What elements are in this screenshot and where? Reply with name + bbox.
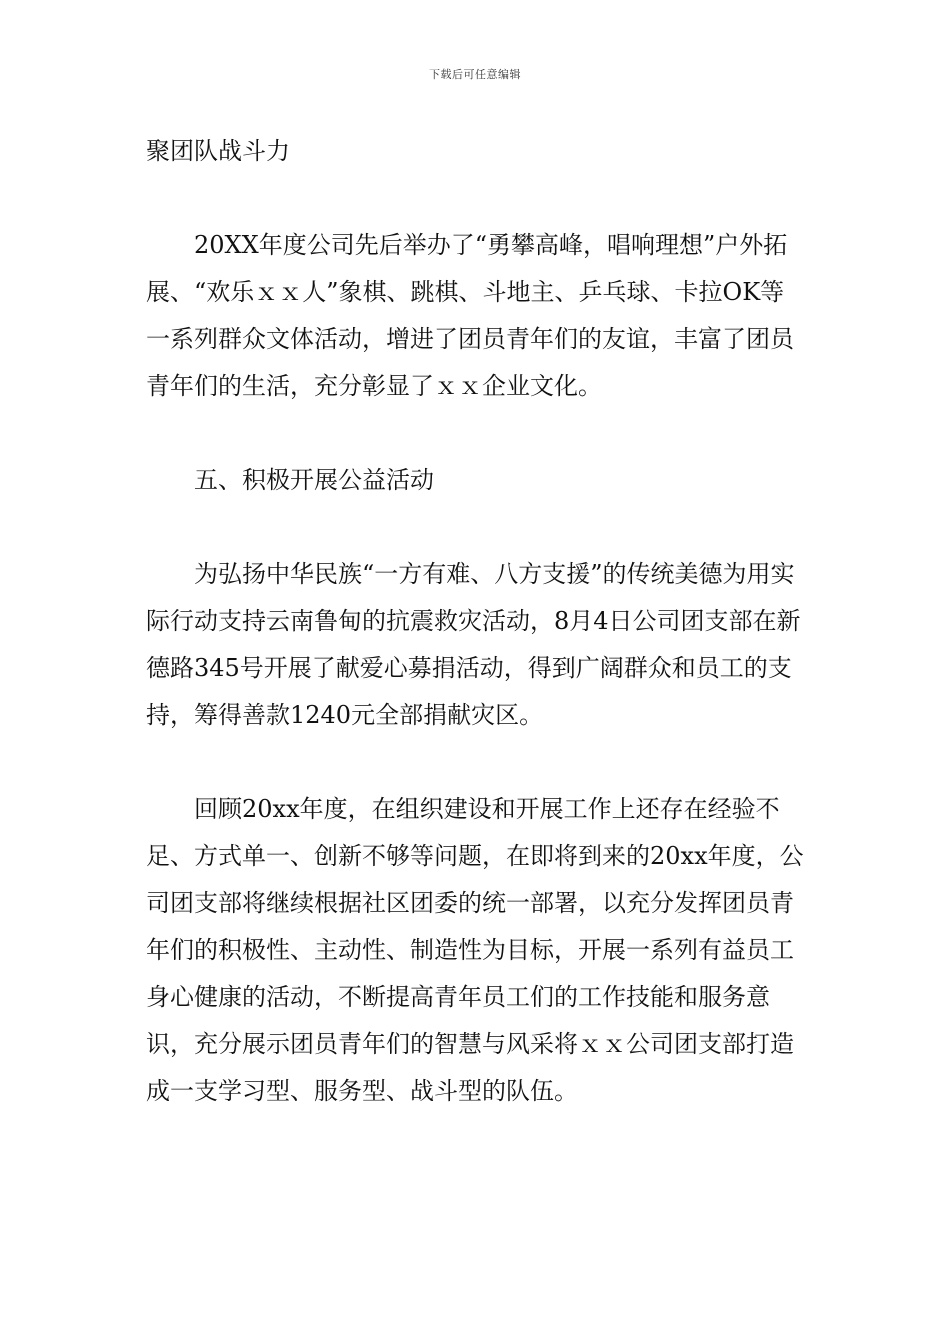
paragraph-activities: 20XX年度公司先后举办了“勇攀高峰，唱响理想”户外拓展、“欢乐ｘｘ人”象棋、跳棋、斗地主、乒乓球、卡拉OK等一系列群众文体活动，增进了团员青年们的友谊，丰富了团员青年们的生活，充分彰显了ｘｘ企业文化。 [146, 231, 794, 400]
page-header: 下载后可任意编辑 [429, 68, 521, 81]
paragraph-gap [146, 410, 808, 457]
paragraph-gap [146, 504, 808, 551]
paragraph-charity: 为弘扬中华民族“一方有难、八方支援”的传统美德为用实际行动支持云南鲁甸的抗震救灾活动，8月4日公司团支部在新德路345号开展了献爱心募捐活动，得到广阔群众和员工的支持，筹得善款1240元全部捐献灾区。 [146, 560, 801, 729]
paragraph-gap [146, 175, 808, 222]
document-body [146, 128, 808, 1115]
section-heading: 五、积极开展公益活动 [194, 466, 434, 494]
paragraph-gap [146, 739, 808, 786]
paragraph-review: 回顾20xx年度，在组织建设和开展工作上还存在经验不足、方式单一、创新不够等问题，在即将到来的20xx年度，公司团支部将继续根据社区团委的统一部署，以充分发挥团员青年们的积极性、主动性、制造性为目标，开展一系列有益员工身心健康的活动，不断提高青年员工们的工作技能和服务意识，充分展示团员青年们的智慧与风采将ｘｘ公司团支部打造成一支学习型、服务型、战斗型的队伍。 [146, 795, 804, 1105]
paragraph-heading-fragment: 聚团队战斗力 [146, 137, 290, 165]
